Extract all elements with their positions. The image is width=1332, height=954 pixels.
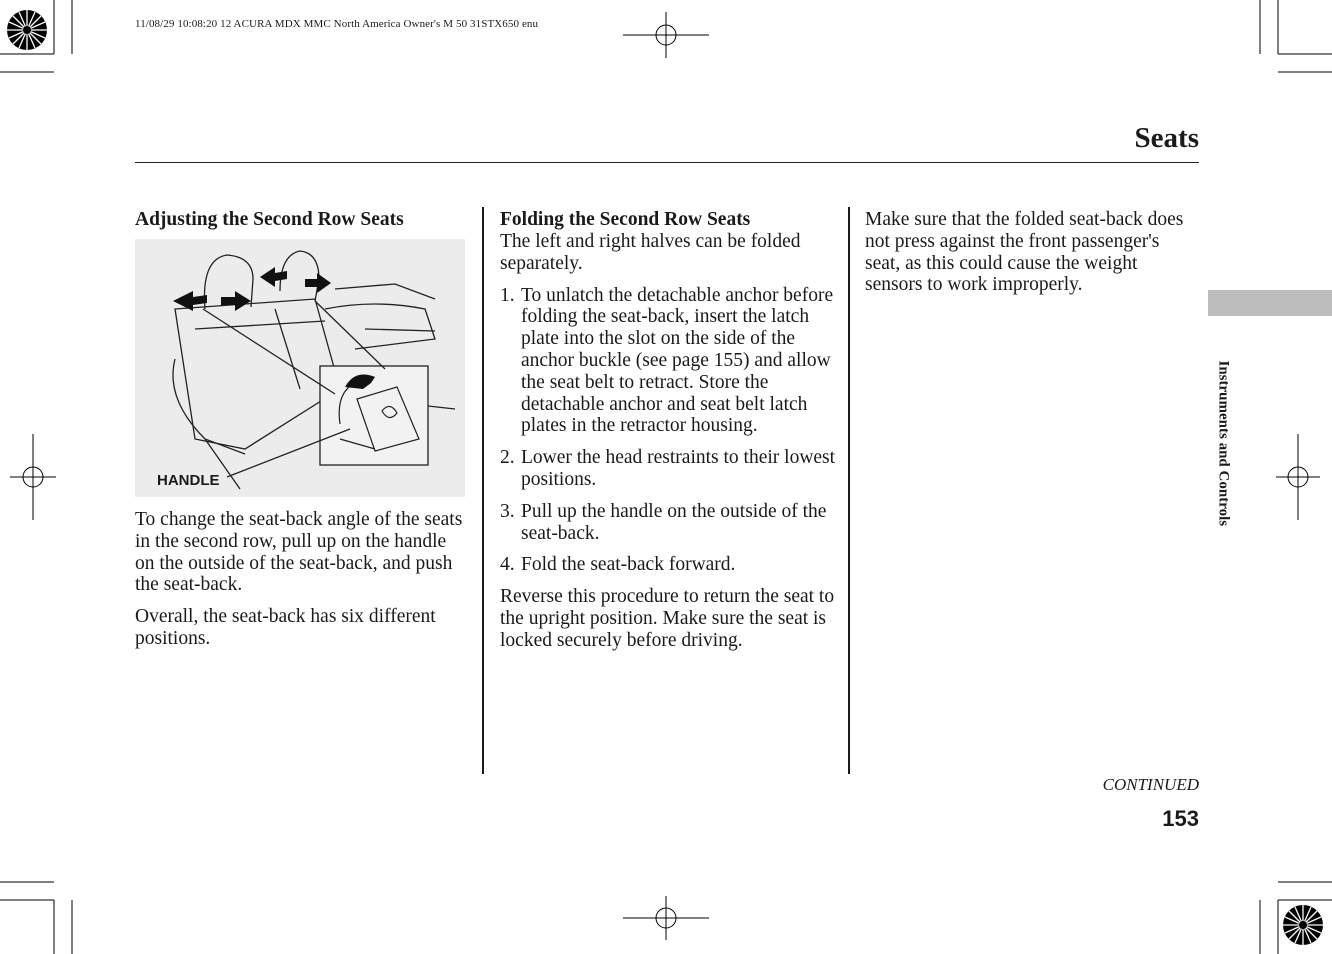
list-item: 3. Pull up the handle on the outside of the seat-back. (500, 500, 827, 544)
heading-folding: Folding the Second Row Seats (500, 209, 751, 230)
caution-paragraph: Make sure that the folded seat-back does not press against the front passenger's seat, as this could cause the weight sensors to work improperly. (865, 209, 1184, 296)
page-number: 153 (1162, 806, 1199, 831)
list-item: 2. Lower the head restraints to their lowest positions. (500, 447, 836, 490)
folding-intro: The left and right halves can be folded separately. (500, 231, 801, 274)
folding-steps (500, 285, 840, 577)
column-adjusting (135, 209, 467, 660)
list-item: 1. To unlatch the detachable anchor before folding the seat-back, insert the latch plate into the slot on the side of the anchor buckle (see page 155) and allow the seat belt to retract. Store the detachable anchor and seat belt latch plates in the retractor housing. (500, 284, 834, 437)
folding-closing: Reverse this procedure to return the seat to the upright position. Make sure the seat is locked securely before driving. (500, 586, 835, 651)
adjust-paragraph-2: Overall, the seat-back has six different positions. (135, 606, 436, 649)
seat-drawing (135, 239, 465, 497)
registration-target-top (7, 10, 47, 50)
column-divider-2 (848, 207, 850, 774)
adjust-paragraph-1: To change the seat-back angle of the seats in the second row, pull up on the handle on the outside of the seat-back, and push the seat-back. (135, 509, 463, 596)
column-caution (865, 209, 1195, 306)
handle-callout: HANDLE (157, 472, 220, 489)
continued-marker: CONTINUED (1102, 775, 1199, 794)
print-job-header: 11/08/29 10:08:20 12 ACURA MDX MMC North America Owner's M 50 31STX650 enu (135, 18, 539, 30)
seat-illustration (135, 239, 465, 497)
column-divider-1 (482, 207, 484, 774)
list-item: 4. Fold the seat-back forward. (500, 554, 736, 576)
heading-adjusting: Adjusting the Second Row Seats (135, 209, 404, 230)
title-rule (135, 162, 1199, 163)
section-tab (1208, 290, 1332, 316)
registration-target-bottom (1283, 905, 1323, 945)
section-tab-label: Instruments and Controls (1215, 360, 1232, 527)
page-title: Seats (1134, 122, 1199, 154)
column-folding (500, 209, 840, 662)
